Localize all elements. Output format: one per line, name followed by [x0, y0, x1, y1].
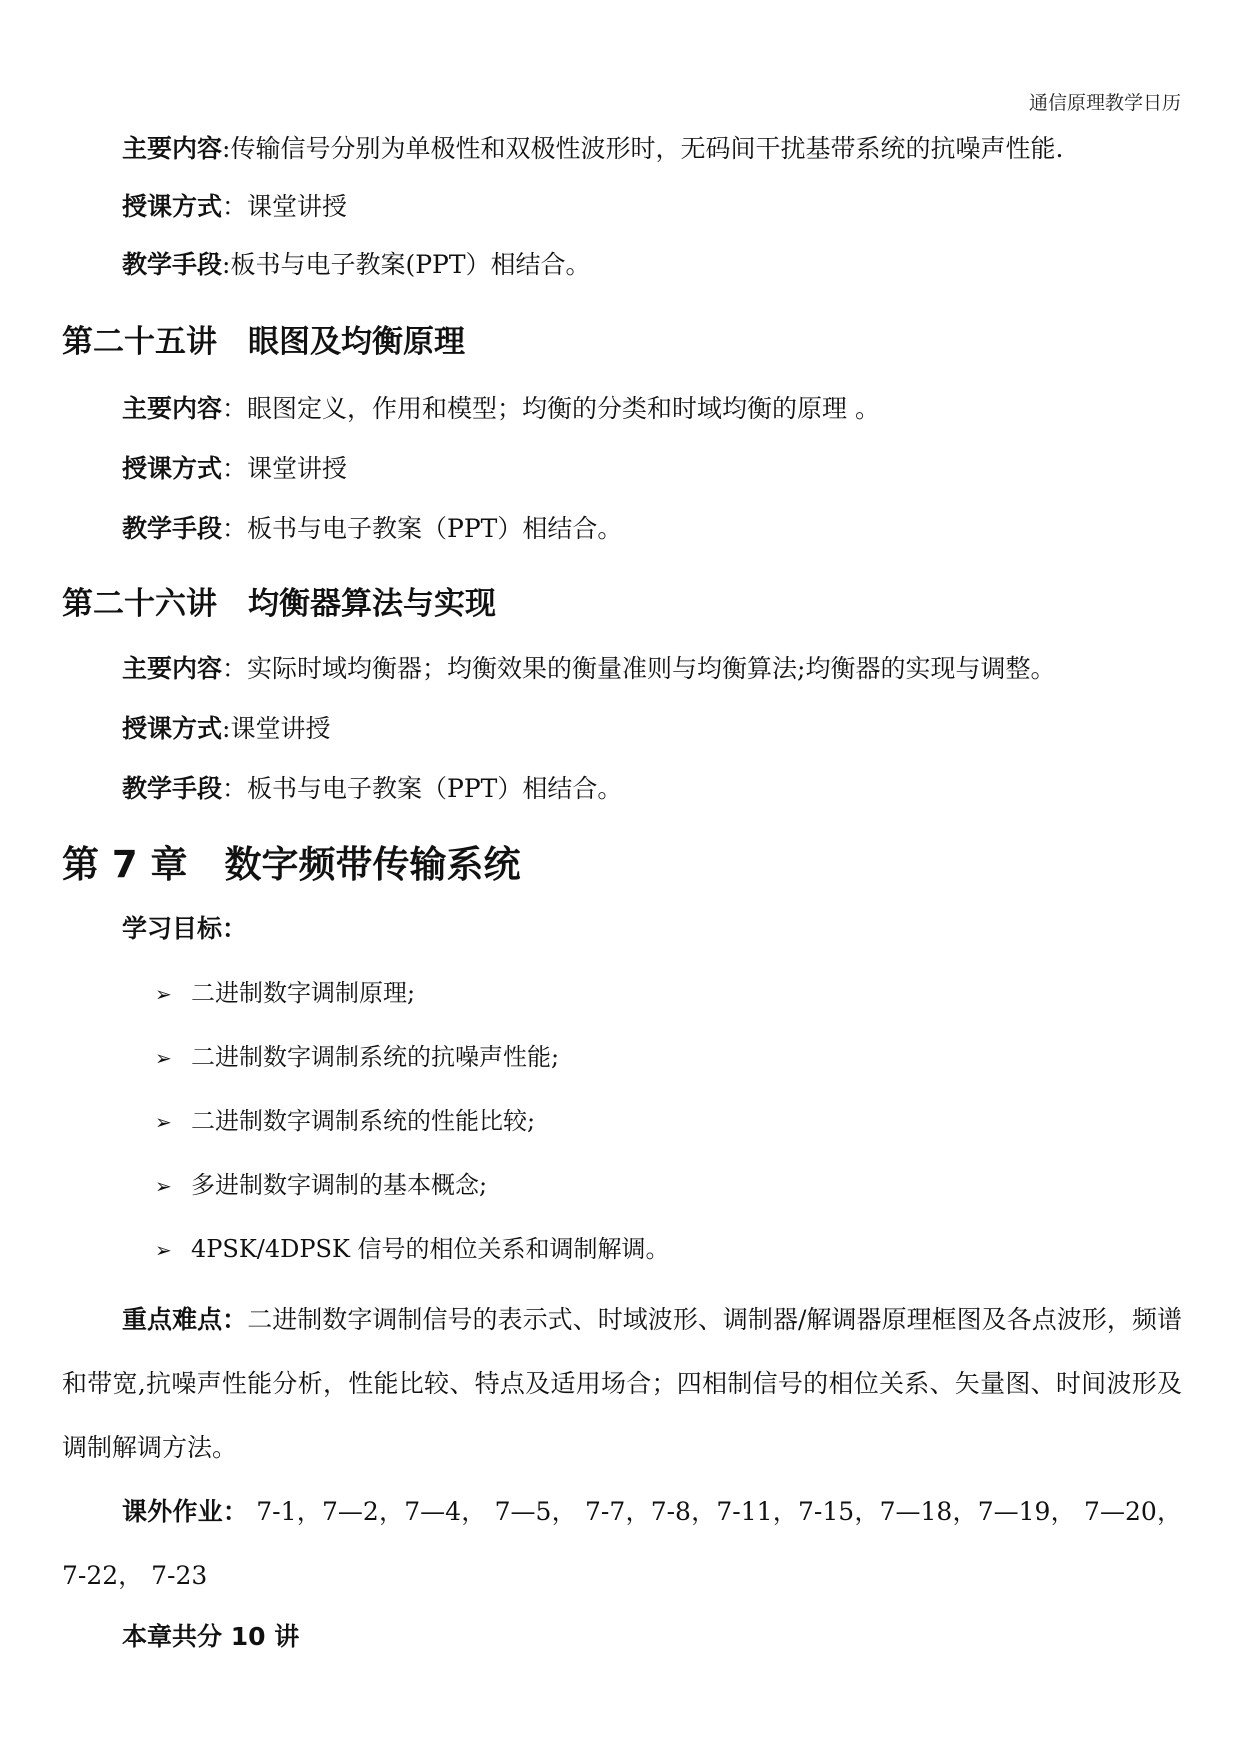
method-text: :课堂讲授 — [222, 714, 331, 743]
content-text: :传输信号分别为单极性和双极性波形时，无码间干扰基带系统的抗噪声性能. — [222, 134, 1064, 163]
chapter-7-title: 第 7 章 数字频带传输系统 — [62, 843, 521, 886]
method-line — [122, 712, 1181, 746]
content-label: 主要内容 — [122, 654, 223, 683]
arrow-bullet-icon: ➢ — [155, 982, 172, 1006]
means-line — [122, 512, 1181, 546]
content-text: ：眼图定义，作用和模型；均衡的分类和时域均衡的原理 。 — [222, 394, 880, 423]
lectures-count: 本章共分 10 讲 — [122, 1622, 300, 1651]
arrow-bullet-icon: ➢ — [155, 1238, 172, 1262]
method-line — [122, 452, 1181, 486]
arrow-bullet-icon: ➢ — [155, 1046, 172, 1070]
objective-item: ➢ 二进制数字调制系统的性能比较; — [155, 1104, 535, 1139]
content-label: 主要内容 — [122, 394, 223, 423]
method-text: ：课堂讲授 — [222, 192, 348, 221]
key-points-paragraph — [62, 1288, 1182, 1480]
content-line — [122, 652, 1181, 686]
lecture-26-title: 第二十六讲 均衡器算法与实现 — [62, 586, 496, 622]
objectives-label: 学习目标： — [122, 914, 248, 943]
homework-paragraph — [62, 1480, 1182, 1608]
method-text: ：课堂讲授 — [222, 454, 348, 483]
objective-item: ➢ 二进制数字调制系统的抗噪声性能; — [155, 1040, 559, 1075]
lecture-25-title: 第二十五讲 眼图及均衡原理 — [62, 324, 465, 360]
objective-item: ➢ 4PSK/4DPSK 信号的相位关系和调制解调。 — [155, 1232, 670, 1267]
content-line — [122, 392, 1181, 426]
means-line — [122, 248, 1181, 282]
arrow-bullet-icon: ➢ — [155, 1174, 172, 1198]
objective-item: ➢ 多进制数字调制的基本概念; — [155, 1168, 487, 1203]
means-label: 教学手段 — [122, 250, 223, 279]
means-text: ：板书与电子教案（PPT）相结合。 — [222, 774, 623, 803]
key-points-label: 重点难点： — [122, 1305, 248, 1334]
key-points-text: 二进制数字调制信号的表示式、时域波形、调制器/解调器原理框图及各点波形，频谱和带宽,抗噪声性能分析，性能比较、特点及适用场合；四相制信号的相位关系、矢量图、时间波形及调制解调方法。 — [62, 1305, 1182, 1462]
content-line — [122, 132, 1181, 166]
method-label: 授课方式 — [122, 714, 223, 743]
means-label: 教学手段 — [122, 774, 223, 803]
method-label: 授课方式 — [122, 192, 223, 221]
means-text: ：板书与电子教案（PPT）相结合。 — [222, 514, 623, 543]
homework-text: 7-1，7—2，7—4， 7—5， 7-7，7-8，7-11，7-15，7—18，7—19， 7—20，7-22， 7-23 — [62, 1497, 1182, 1590]
method-line — [122, 190, 1181, 224]
content-text: ：实际时域均衡器；均衡效果的衡量准则与均衡算法;均衡器的实现与调整。 — [222, 654, 1056, 683]
objective-item: ➢ 二进制数字调制原理; — [155, 976, 415, 1011]
means-text: :板书与电子教案(PPT）相结合。 — [222, 250, 591, 279]
method-label: 授课方式 — [122, 454, 223, 483]
homework-label: 课外作业： — [122, 1497, 249, 1526]
content-label: 主要内容 — [122, 134, 223, 163]
arrow-bullet-icon: ➢ — [155, 1110, 172, 1134]
running-header: 通信原理教学日历 — [1028, 92, 1181, 114]
means-line — [122, 772, 1181, 806]
means-label: 教学手段 — [122, 514, 223, 543]
